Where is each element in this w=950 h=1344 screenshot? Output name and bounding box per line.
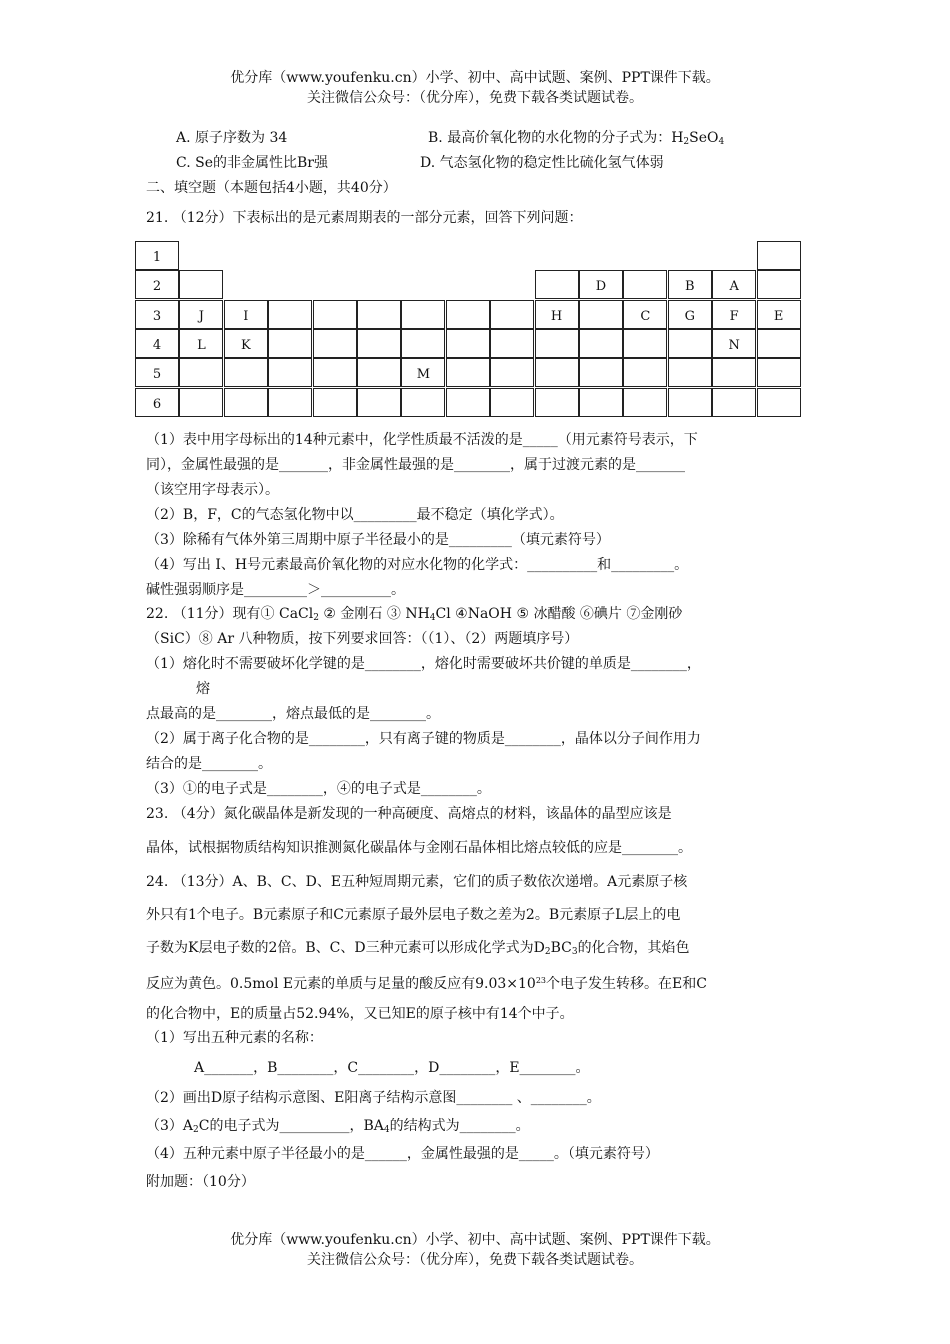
q22-p2b: 结合的是________。 (146, 756, 272, 772)
q22-p1c: 点最高的是________，熔点最低的是________。 (146, 706, 440, 722)
q22-stem: 22. （11分）现有① CaCl$_2$ ② 金刚石 ③ $NH_4Cl$ ④NaOH ⑤ 冰醋酸 ⑥碘片 ⑦金刚砂 (146, 606, 683, 623)
table-cell (712, 388, 756, 417)
table-cell (535, 329, 579, 358)
q22-p3: （3）①的电子式是________，④的电子式是________。 (146, 781, 491, 797)
table-cell (668, 358, 712, 387)
table-cell (401, 329, 445, 358)
table-cell (401, 300, 445, 329)
footer-line-2: 关注微信公众号：（优分库），免费下载各类试题试卷。 (307, 1252, 643, 1268)
element-B: B (668, 270, 712, 299)
element-I: I (224, 300, 268, 329)
q21-p4: （4）写出 I、H号元素最高价氧化物的对应水化物的化学式：__________和_________。 (146, 557, 689, 573)
element-J: J (179, 300, 223, 329)
table-cell (224, 388, 268, 417)
table-cell (668, 388, 712, 417)
table-cell (668, 329, 712, 358)
periodic-table (135, 241, 801, 417)
table-cell (268, 388, 312, 417)
table-cell (757, 388, 801, 417)
period-label: 2 (135, 270, 179, 299)
q24-l2: 外只有1个电子。B元素原子和C元素原子最外层电子数之差为2。B元素原子L层上的电 (146, 907, 681, 923)
header-line-2: 关注微信公众号：（优分库），免费下载各类试题试卷。 (307, 90, 643, 106)
table-cell (490, 329, 534, 358)
q23-l2: 晶体，试根据物质结构知识推测氮化碳晶体与金刚石晶体相比熔点较低的应是________。 (146, 840, 692, 856)
q23-l1: 23. （4分）氮化碳晶体是新发现的一种高硬度、高熔点的材料，该晶体的晶型应该是 (146, 806, 672, 822)
q21-p1b: 同），金属性最强的是_______，非金属性最强的是________，属于过渡元素的是_______ (146, 457, 685, 473)
table-cell (535, 358, 579, 387)
q22-p2a: （2）属于离子化合物的是________，只有离子键的物质是________，晶体以分子间作用力 (146, 731, 701, 747)
table-cell (757, 241, 801, 270)
table-cell (623, 329, 667, 358)
element-M: M (401, 358, 445, 387)
table-cell (179, 358, 223, 387)
table-cell (179, 270, 223, 299)
table-cell (579, 358, 623, 387)
table-cell (446, 358, 490, 387)
option-d: D. 气态氢化物的稳定性比硫化氢气体弱 (420, 155, 664, 171)
element-A: A (712, 270, 756, 299)
table-cell (313, 329, 357, 358)
period-label: 3 (135, 300, 179, 329)
option-b: B. 最高价氧化物的水化物的分子式为：$H_2SeO_4$ (428, 130, 725, 147)
section-title: 二、填空题（本题包括4小题，共40分） (146, 180, 397, 196)
q24-p1b: A_______，B________，C________，D________，E________。 (194, 1060, 590, 1076)
table-cell (268, 329, 312, 358)
q21-p3: （3）除稀有气体外第三周期中原子半径最小的是_________（填元素符号） (146, 532, 610, 548)
table-cell (357, 358, 401, 387)
header-line-1: 优分库（www.youfenku.cn）小学、初中、高中试题、案例、PPT课件下载。 (230, 70, 720, 86)
table-cell (179, 388, 223, 417)
q21-p2: （2）B，F，C的气态氢化物中以_________最不稳定（填化学式）。 (146, 507, 564, 523)
table-cell (446, 329, 490, 358)
period-label: 5 (135, 358, 179, 387)
table-cell (623, 270, 667, 299)
q24-p2: （2）画出D原子结构示意图、E阳离子结构示意图________ 、________。 (146, 1090, 601, 1106)
q21-stem: 21. （12分）下表标出的是元素周期表的一部分元素，回答下列问题： (146, 210, 583, 226)
q24-l4: 反应为黄色。0.5mol E元素的单质与足量的酸反应有$9.03\times 10^{23}$个电子发生转移。在E和C (146, 976, 707, 992)
element-N: N (712, 329, 756, 358)
table-cell (757, 358, 801, 387)
table-cell (490, 300, 534, 329)
table-cell (535, 270, 579, 299)
element-H: H (535, 300, 579, 329)
q21-p1a: （1）表中用字母标出的14种元素中，化学性质最不活泼的是_____（用元素符号表示，下 (146, 432, 698, 448)
table-cell (401, 388, 445, 417)
table-cell (224, 358, 268, 387)
table-cell (490, 388, 534, 417)
element-C: C (623, 300, 667, 329)
period-label: 1 (135, 241, 179, 270)
q24-l3: 子数为K层电子数的2倍。B、C、D三种元素可以形成化学式为$D_2BC_3$的化合物，其焰色 (146, 940, 690, 957)
table-cell (623, 388, 667, 417)
element-G: G (668, 300, 712, 329)
table-cell (579, 329, 623, 358)
q22-p1a: （1）熔化时不需要破坏化学键的是________，熔化时需要破坏共价键的单质是________， (146, 656, 701, 672)
q24-p1: （1）写出五种元素的名称： (146, 1030, 323, 1046)
table-cell (535, 388, 579, 417)
q24-p3: $(3)A_2C$的电子式为__________，$BA_4$的结构式为________。 (146, 1118, 530, 1135)
footer-line-1: 优分库（www.youfenku.cn）小学、初中、高中试题、案例、PPT课件下载。 (230, 1232, 720, 1248)
table-cell (446, 388, 490, 417)
q21-p1c: （该空用字母表示）。 (146, 482, 279, 498)
table-cell (757, 329, 801, 358)
table-cell (313, 300, 357, 329)
element-E: E (757, 300, 801, 329)
element-F: F (712, 300, 756, 329)
extra-title: 附加题：（10分） (146, 1174, 255, 1190)
q24-p4: （4）五种元素中原子半径最小的是______，金属性最强的是_____。（填元素符号） (146, 1146, 659, 1162)
option-c: C. Se的非金属性比Br强 (176, 155, 328, 171)
q22-stem2: （SiC）⑧ Ar 八种物质，按下列要求回答：（（1）、（2）两题填序号） (146, 631, 579, 647)
q24-l5: 的化合物中，E的质量占52.94%，又已知E的原子核中有14个中子。 (146, 1006, 574, 1022)
table-cell (712, 358, 756, 387)
period-label: 4 (135, 329, 179, 358)
table-cell (446, 300, 490, 329)
table-cell (357, 388, 401, 417)
table-cell (268, 300, 312, 329)
period-label: 6 (135, 388, 179, 417)
table-cell (313, 358, 357, 387)
element-D: D (579, 270, 623, 299)
table-cell (313, 388, 357, 417)
table-cell (357, 329, 401, 358)
option-a: A. 原子序数为 34 (176, 130, 288, 146)
table-cell (268, 358, 312, 387)
table-cell (757, 270, 801, 299)
q21-p4b: 碱性强弱顺序是_________＞__________。 (146, 582, 405, 598)
q22-p1b: 熔 (196, 681, 210, 697)
table-cell (579, 388, 623, 417)
element-K: K (224, 329, 268, 358)
table-cell (357, 300, 401, 329)
element-L: L (179, 329, 223, 358)
q24-l1: 24. （13分）A、B、C、D、E五种短周期元素，它们的质子数依次递增。A元素原子核 (146, 874, 688, 890)
table-cell (579, 300, 623, 329)
table-cell (623, 358, 667, 387)
table-cell (490, 358, 534, 387)
